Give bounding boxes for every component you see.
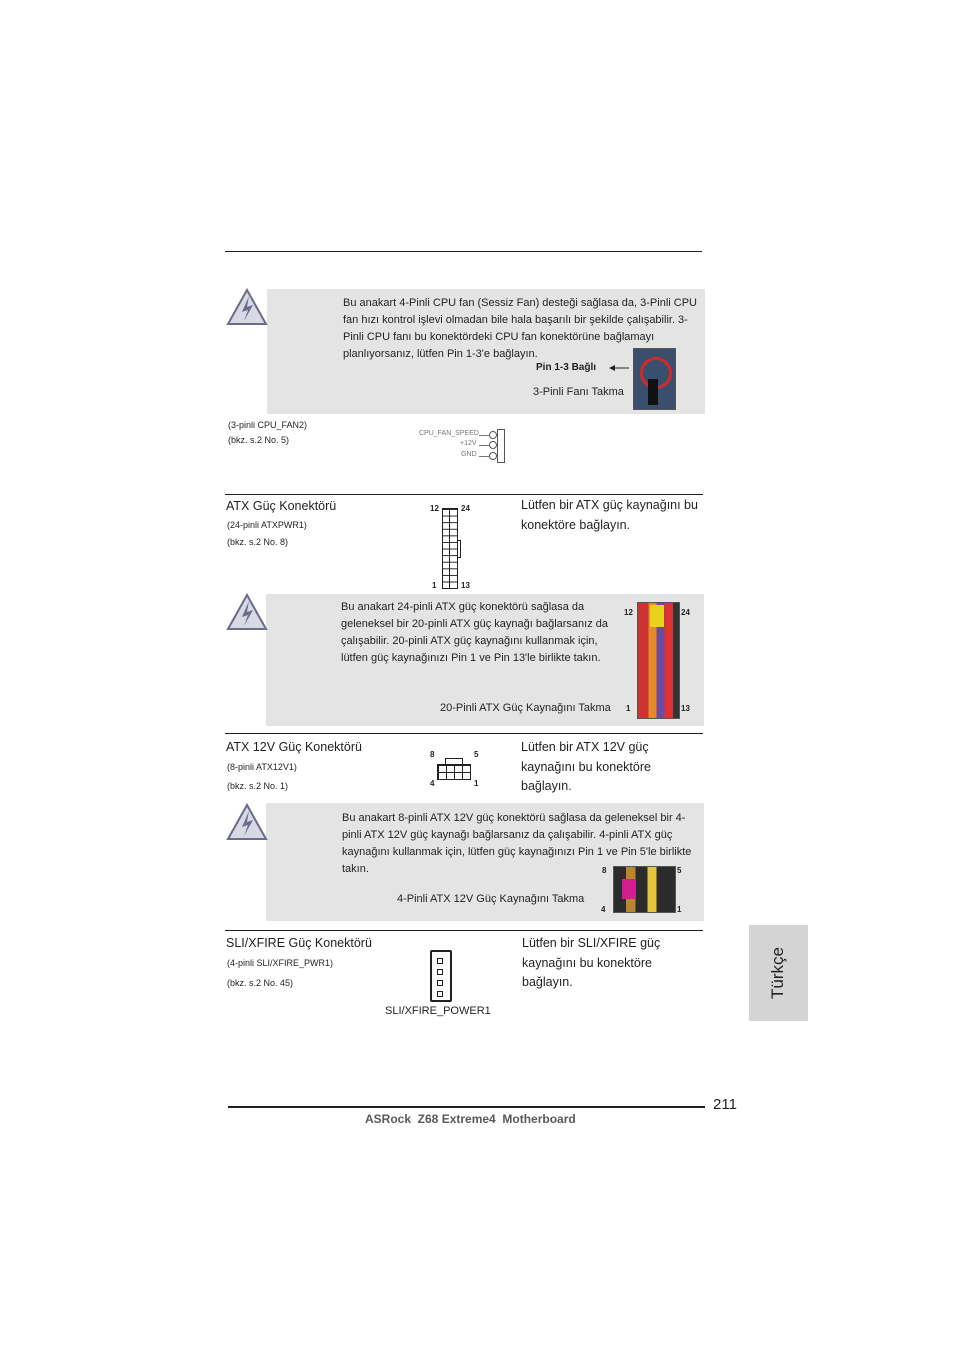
atx-desc: Lütfen bir ATX güç kaynağını bu konektöre bağlayın.	[521, 498, 698, 532]
atx12v-pin-5: 5	[474, 750, 479, 759]
atx12v-sub1: (8-pinli ATX12V1)	[227, 762, 297, 772]
pin-label: Pin 1-3 Bağlı	[536, 362, 597, 373]
atx12v-caption: 4-Pinli ATX 12V Güç Kaynağını Takma	[397, 893, 585, 905]
atx-photo-pin-24: 24	[681, 608, 690, 617]
cpu-fan-caption: 3-Pinli Fanı Takma	[533, 386, 624, 398]
footer-rule	[228, 1106, 705, 1108]
atx-connector-photo	[637, 602, 680, 719]
atx12v-photo-pin-5: 5	[677, 866, 682, 875]
language-tab	[749, 925, 808, 1021]
atx12v-rule	[225, 733, 703, 734]
arrow-left-icon	[609, 363, 629, 373]
atx-pin-12: 12	[430, 504, 439, 513]
atx-pin-24: 24	[461, 504, 470, 513]
atx12v-photo-pin-8: 8	[602, 866, 607, 875]
sli-title: SLI/XFIRE Güç Konektörü	[226, 936, 372, 950]
atx12v-photo-pin-1: 1	[677, 905, 682, 914]
atx-24pin-connector	[442, 508, 458, 589]
atx-photo-pin-13: 13	[681, 704, 690, 713]
warning-icon	[226, 288, 268, 326]
atx12v-note: Bu anakart 8-pinli ATX 12V güç konektörü sağlasa da geleneksel bir 4-pinli ATX 12V güç kaynağı bağlarsanız da çalışabilir. 4-pinli ATX güç kaynağını kullanmak için, lütfen güç kaynağınızı Pin 1 ve Pin 5'le birlikte takın.	[342, 812, 692, 875]
footer-title: ASRock Z68 Extreme4 Motherboard	[365, 1112, 576, 1126]
atx12v-photo-pin-4: 4	[601, 905, 606, 914]
atx-sub2: (bkz. s.2 No. 8)	[227, 537, 289, 547]
cpu-fan-pin-diagram	[415, 430, 510, 464]
page-number: 211	[713, 1096, 737, 1113]
sli-sub2: (bkz. s.2 No. 45)	[227, 978, 294, 988]
atx12v-desc: Lütfen bir ATX 12V güç kaynağını bu konektöre bağlayın.	[521, 740, 651, 793]
atx12v-title: ATX 12V Güç Konektörü	[226, 740, 362, 754]
atx-pin-13: 13	[461, 581, 470, 590]
atx12v-8pin-connector	[437, 764, 471, 780]
atx-photo-pin-12: 12	[624, 608, 633, 617]
pin-label-gnd: GND	[461, 451, 477, 458]
cpu-fan-sub1: (3-pinli CPU_FAN2)	[228, 420, 308, 430]
sli-sub1: (4-pinli SLI/XFIRE_PWR1)	[227, 958, 334, 968]
sli-rule	[225, 930, 703, 931]
cpu-fan-note: Bu anakart 4-Pinli CPU fan (Sessiz Fan) desteği sağlasa da, 3-Pinli CPU fan hızı kontrol işlevi olmadan bile hala başarılı bir şekilde çalışabilir. 3-Pinli CPU fanı bu konektördeki CPU fan konektörüne bağlamayı planlıyorsanız, lütfen Pin 1-3'e bağlayın.	[343, 297, 697, 360]
atx-rule	[225, 494, 703, 495]
atx-sub1: (24-pinli ATXPWR1)	[227, 520, 307, 530]
cpu-fan-photo	[633, 348, 676, 410]
atx-photo-pin-1: 1	[626, 704, 631, 713]
sli-4pin-connector	[430, 950, 452, 1002]
atx12v-sub2: (bkz. s.2 No. 1)	[227, 781, 289, 791]
sli-desc: Lütfen bir SLI/XFIRE güç kaynağını bu konektöre bağlayın.	[522, 936, 661, 989]
atx12v-pin-8: 8	[430, 750, 435, 759]
warning-icon	[226, 803, 268, 841]
atx12v-connector-photo	[613, 866, 676, 913]
atx-connector-latch	[457, 540, 461, 558]
pin-label-speed: CPU_FAN_SPEED	[419, 430, 479, 437]
cpu-fan-sub2: (bkz. s.2 No. 5)	[228, 435, 290, 445]
language-tab-label: Türkçe	[768, 947, 787, 999]
atx12v-connector-latch	[445, 758, 463, 764]
atx12v-pin-1: 1	[474, 779, 479, 788]
pin-label-12v: +12V	[460, 440, 477, 447]
atx-note: Bu anakart 24-pinli ATX güç konektörü sağlasa da geleneksel bir 20-pinli ATX güç kaynağı bağlarsanız da çalışabilir. 20-pinli ATX güç kaynağını kullanmak için, lütfen güç kaynağınızı Pin 1 ve Pin 13'le birlikte takın.	[341, 601, 609, 664]
atx12v-pin-4: 4	[430, 779, 435, 788]
warning-icon	[226, 593, 268, 631]
atx-title: ATX Güç Konektörü	[226, 499, 337, 513]
atx-pin-1: 1	[432, 581, 437, 590]
sli-caption: SLI/XFIRE_POWER1	[385, 1005, 491, 1017]
top-rule	[225, 251, 702, 252]
atx-caption: 20-Pinli ATX Güç Kaynağını Takma	[440, 702, 611, 714]
